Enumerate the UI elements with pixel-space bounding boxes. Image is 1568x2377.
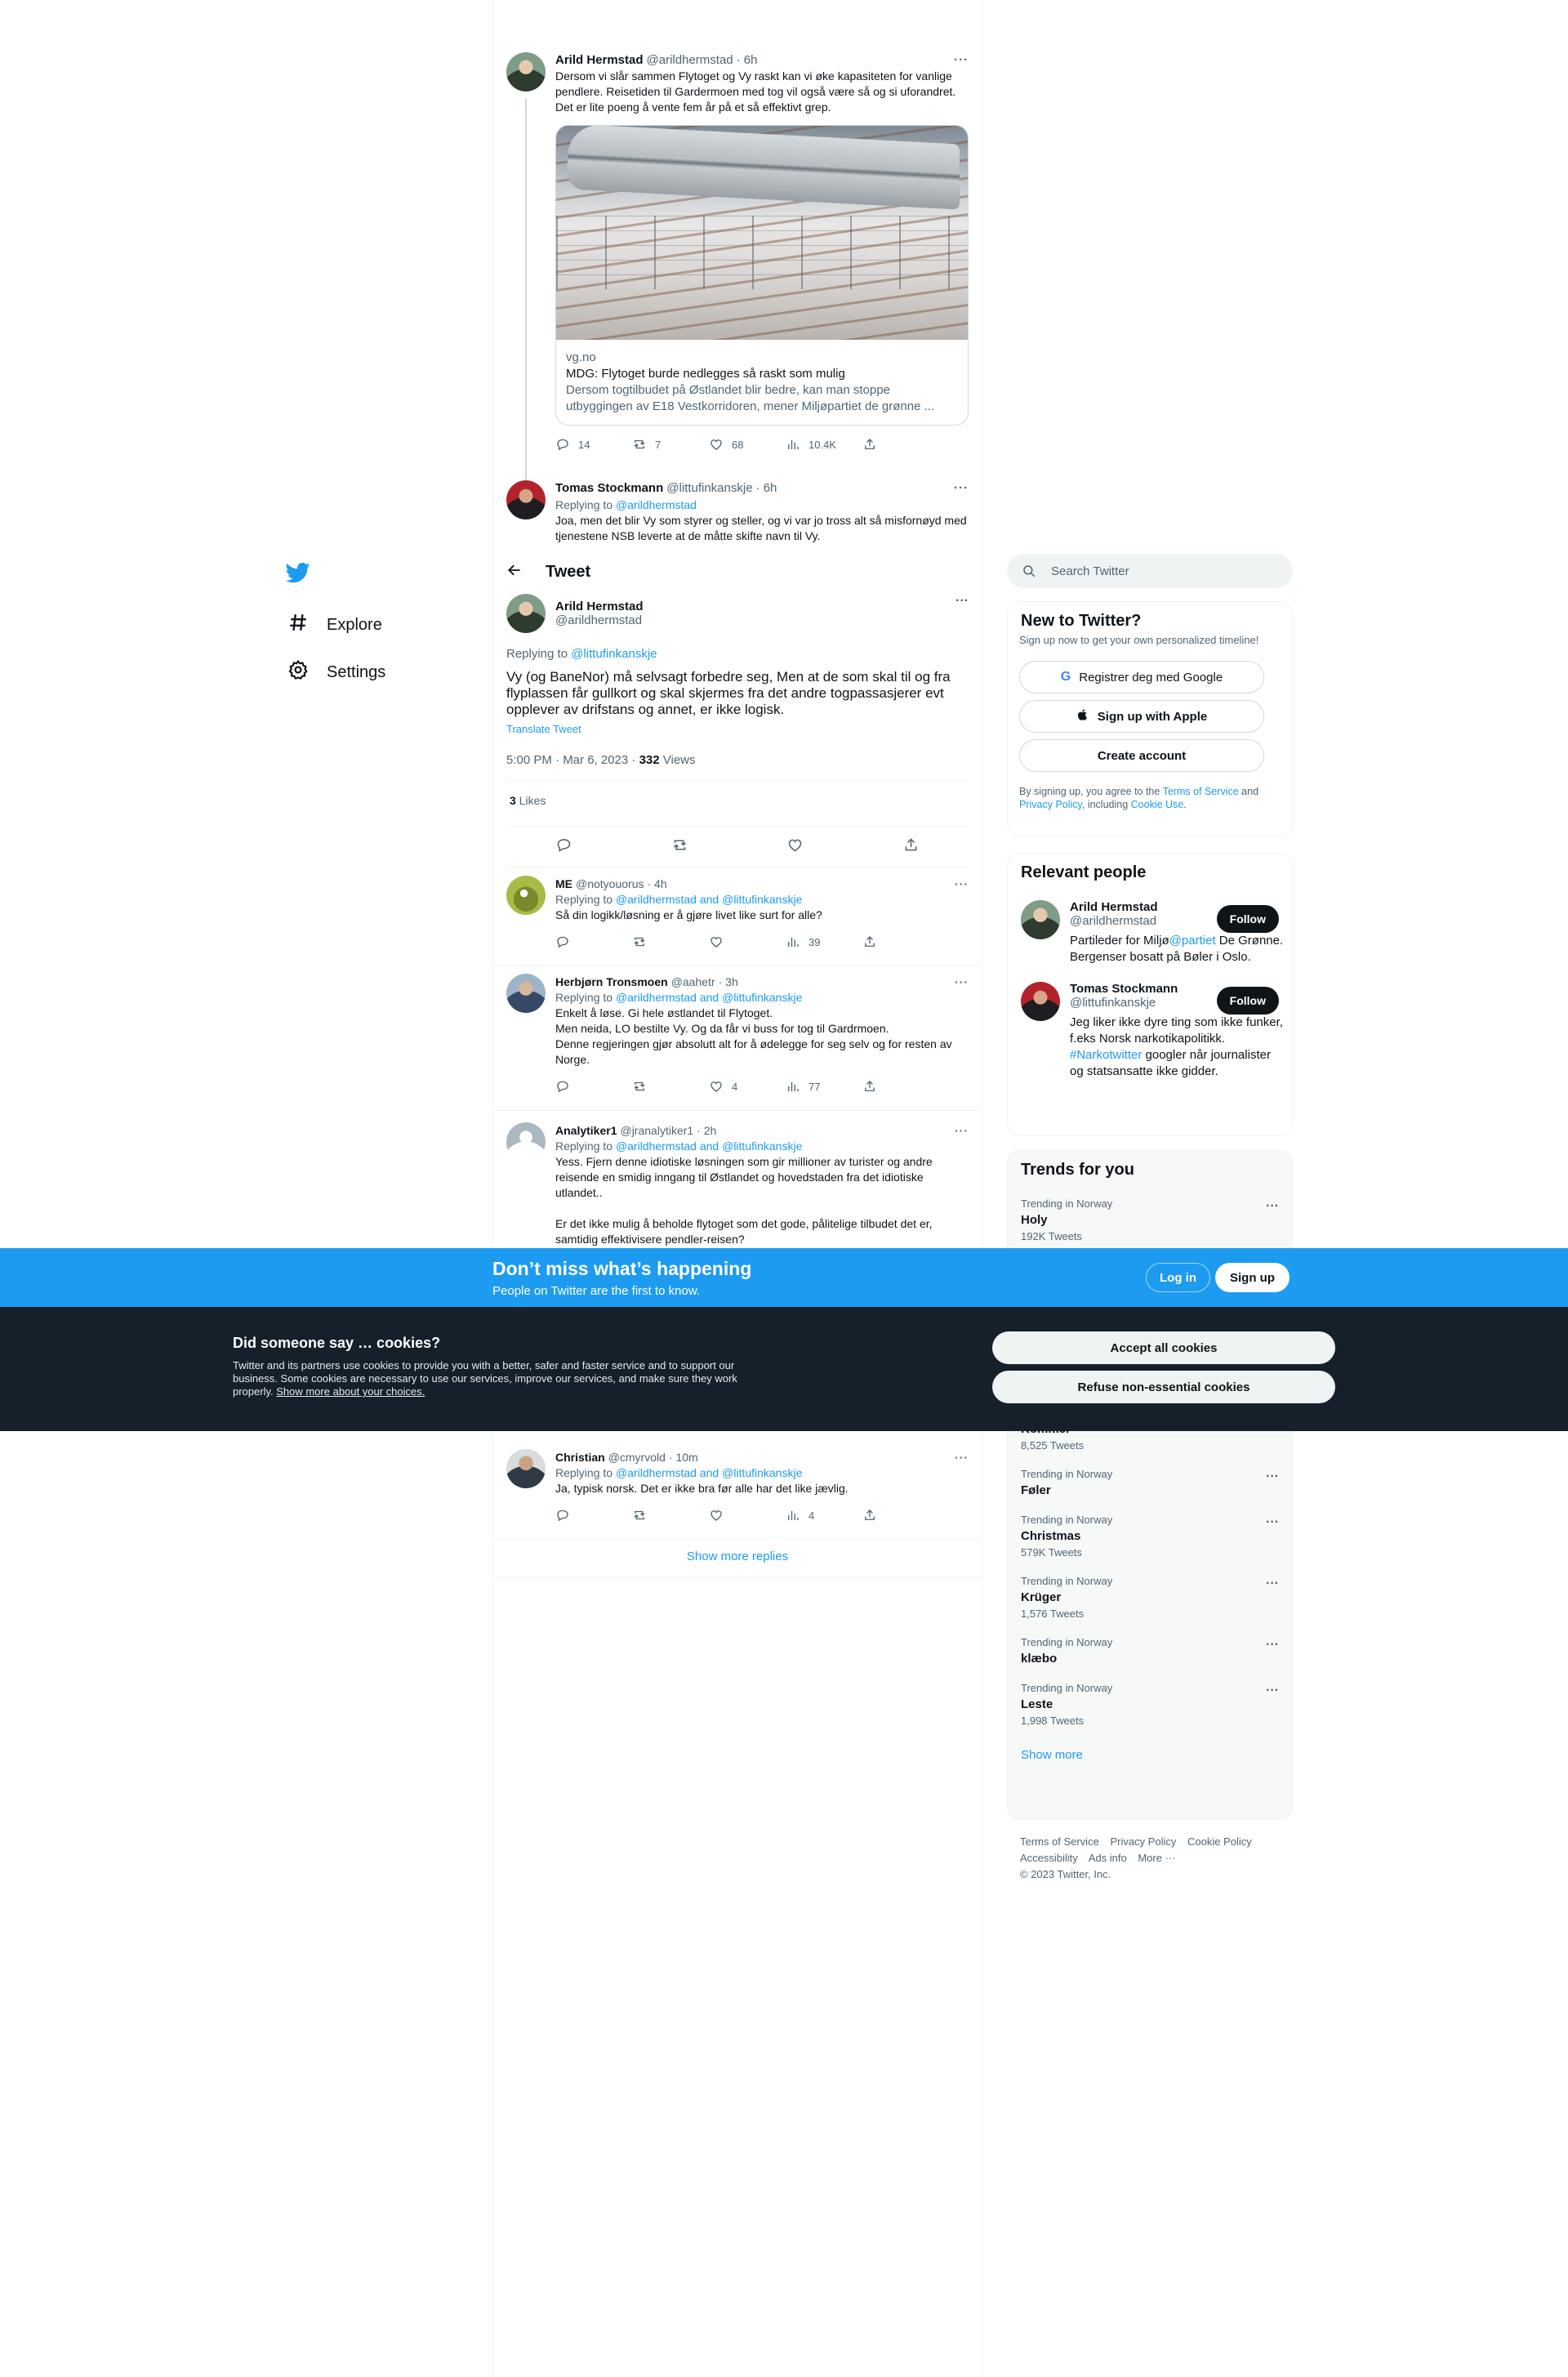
- replying-to: Replying to @arildhermstad and @littufinkanskje: [555, 1139, 803, 1153]
- reply-button[interactable]: [555, 1079, 632, 1094]
- trend-count: 192K Tweets: [1021, 1230, 1082, 1242]
- replying-to: Replying to @arildhermstad and @littufinkanskje: [555, 991, 803, 1004]
- replying-to-link[interactable]: @arildhermstad: [615, 498, 697, 511]
- trend-context: Trending in Norway: [1021, 1636, 1113, 1648]
- replying-to-link[interactable]: @arildhermstad and @littufinkanskje: [615, 991, 803, 1004]
- privacy-link[interactable]: Privacy Policy: [1019, 799, 1082, 810]
- more-options-icon[interactable]: ···: [956, 594, 969, 608]
- left-navigation: [281, 555, 485, 696]
- card-domain: vg.no: [566, 350, 596, 364]
- replying-to: Replying to @arildhermstad and @littufinkanskje: [555, 1466, 803, 1479]
- like-button[interactable]: [709, 1079, 786, 1094]
- author-name[interactable]: Arild Hermstad: [555, 600, 644, 613]
- author-name[interactable]: Arild Hermstad: [555, 53, 644, 67]
- avatar[interactable]: [506, 974, 546, 1013]
- author-handle[interactable]: @aahetr: [670, 975, 715, 988]
- author-name[interactable]: Tomas Stockmann: [555, 481, 664, 495]
- heart-icon: [709, 1079, 724, 1094]
- share-icon[interactable]: [902, 836, 920, 858]
- cookie-text: Twitter and its partners use cookies to provide you with a better, safer and faster service and to support our business. Some cookies are necessary to use our services, improve our services, and make sure they work properly. Show more about your choices.: [233, 1359, 737, 1398]
- view-count: 4: [808, 1509, 815, 1522]
- bio-hashtag-link[interactable]: #Narkotwitter: [1070, 1048, 1143, 1062]
- trend-context: Trending in Norway: [1021, 1514, 1113, 1526]
- trend-item[interactable]: [1008, 1189, 1292, 1251]
- replying-to-link[interactable]: @arildhermstad and @littufinkanskje: [615, 1466, 803, 1479]
- reply-button[interactable]: [555, 934, 632, 949]
- translate-tweet-link[interactable]: Translate Tweet: [506, 723, 581, 735]
- share-button[interactable]: [862, 437, 939, 452]
- more-options-icon[interactable]: ···: [1266, 1515, 1279, 1529]
- replying-to-link[interactable]: @littufinkanskje: [571, 647, 657, 661]
- nav-settings-label: Settings: [327, 662, 386, 681]
- card-title: MDG: Flytoget burde nedlegges så raskt som mulig: [566, 367, 845, 381]
- signup-legal-text: By signing up, you agree to the Terms of Service and Privacy Policy, including Cookie Use.: [1019, 786, 1259, 810]
- nav-explore-label: Explore: [327, 615, 382, 634]
- author-handle[interactable]: @arildhermstad: [555, 613, 643, 627]
- footer-link[interactable]: Privacy Policy: [1110, 1835, 1177, 1848]
- author-name[interactable]: ME: [555, 877, 572, 890]
- retweet-count: 7: [655, 438, 662, 451]
- signup-button[interactable]: Sign up: [1215, 1263, 1290, 1292]
- more-options-icon[interactable]: ···: [1266, 1684, 1279, 1697]
- person-bio: Partileder for Miljø@partiet De Grønne. Bergenser bosatt på Bøler i Oslo.: [1070, 934, 1284, 964]
- reply-tweet[interactable]: [493, 866, 982, 966]
- more-options-icon[interactable]: ···: [955, 1124, 969, 1137]
- heart-icon: [709, 1508, 724, 1523]
- twitter-logo-icon[interactable]: [281, 555, 315, 590]
- more-options-icon[interactable]: ···: [1266, 1199, 1279, 1213]
- tweet-actions: [555, 430, 969, 458]
- reply-tweet[interactable]: [493, 964, 982, 1111]
- replying-to: Replying to @arildhermstad and @littufinkanskje: [555, 893, 803, 906]
- retweet-icon[interactable]: [671, 836, 688, 858]
- analytics-icon: [786, 437, 800, 452]
- follow-button[interactable]: Follow: [1217, 905, 1279, 933]
- trend-name: Føler: [1021, 1483, 1051, 1497]
- replying-to: Replying to @littufinkanskje: [506, 647, 657, 661]
- apple-signup-button[interactable]: Sign up with Apple: [1019, 700, 1264, 733]
- trend-count: 1,998 Tweets: [1021, 1715, 1085, 1727]
- cookie-use-link[interactable]: Cookie Use: [1130, 799, 1184, 810]
- retweet-icon: [632, 1508, 647, 1523]
- person-name[interactable]: Arild Hermstad: [1070, 900, 1158, 914]
- trend-context: Trending in Norway: [1021, 1197, 1113, 1210]
- more-options-icon[interactable]: ···: [955, 877, 969, 890]
- more-options-icon[interactable]: ···: [955, 975, 969, 988]
- reply-icon: [555, 934, 570, 949]
- cookie-banner: [0, 1307, 1568, 1431]
- author-handle[interactable]: @cmyrvold: [608, 1451, 666, 1464]
- views-button[interactable]: [786, 1079, 862, 1094]
- trend-item[interactable]: [1008, 1674, 1292, 1735]
- show-more-trends-link[interactable]: Show more: [1021, 1748, 1083, 1762]
- login-button[interactable]: Log in: [1146, 1263, 1210, 1292]
- tweet-time[interactable]: · 6h: [736, 53, 758, 67]
- retweet-button[interactable]: [632, 437, 709, 452]
- gear-icon: [287, 659, 309, 685]
- retweet-icon: [632, 934, 647, 949]
- share-icon: [862, 934, 877, 949]
- train-image: [568, 125, 960, 210]
- footer-link[interactable]: Cookie Policy: [1187, 1835, 1252, 1848]
- retweet-icon: [632, 1079, 647, 1094]
- panel-subtitle: Sign up now to get your own personalized timeline!: [1019, 634, 1259, 646]
- analytics-icon: [786, 1508, 800, 1523]
- cookie-title: Did someone say … cookies?: [233, 1335, 441, 1351]
- signup-banner: [0, 1248, 1568, 1307]
- avatar[interactable]: [506, 876, 546, 915]
- tweet-actions: [555, 1073, 969, 1100]
- share-icon: [862, 437, 877, 452]
- footer-links: [1020, 1834, 1281, 1883]
- share-icon: [862, 1508, 877, 1523]
- trend-name: Holy: [1021, 1213, 1048, 1227]
- trend-item[interactable]: [1008, 1460, 1292, 1505]
- tweet-actions: [555, 1501, 969, 1529]
- replying-to-link[interactable]: @arildhermstad and @littufinkanskje: [615, 1139, 803, 1153]
- trend-count: 8,525 Tweets: [1021, 1439, 1085, 1452]
- link-card[interactable]: [555, 125, 969, 426]
- tweet-time[interactable]: · 4h: [647, 877, 667, 890]
- google-icon: G: [1060, 670, 1071, 684]
- author-handle[interactable]: @notyouorus: [576, 877, 644, 890]
- tweet-text: Vy (og BaneNor) må selvsagt forbedre seg, Men at de som skal til og fra flyplassen får gullkort og skal skjermes fra det andre togpassasjerer evt opplever av drifstans og annet, er ikke logisk.: [506, 669, 951, 717]
- tweet-time[interactable]: · 10m: [668, 1451, 698, 1464]
- bio-mention-link[interactable]: @partiet: [1169, 934, 1216, 948]
- view-count: 39: [808, 935, 821, 948]
- back-arrow-icon[interactable]: [506, 562, 523, 582]
- new-to-twitter-panel: [1007, 601, 1293, 836]
- nav-settings[interactable]: [281, 649, 485, 696]
- retweet-button[interactable]: [632, 934, 709, 949]
- trend-context: Trending in Norway: [1021, 1575, 1113, 1587]
- analytics-icon: [786, 1079, 800, 1094]
- footer-link[interactable]: Terms of Service: [1020, 1835, 1099, 1848]
- likes-summary[interactable]: 3 Likes: [506, 781, 969, 827]
- link-card-image: [556, 126, 968, 340]
- replying-to: Replying to @arildhermstad: [555, 498, 697, 511]
- avatar[interactable]: [506, 594, 546, 633]
- avatar[interactable]: [506, 1122, 546, 1162]
- author-handle[interactable]: @jranalytiker1: [620, 1124, 694, 1137]
- tweet-timestamp: 5:00 PM · Mar 6, 2023 · 332 Views: [506, 753, 969, 781]
- share-button[interactable]: [862, 1508, 939, 1523]
- banner-title: Don’t miss what’s happening: [492, 1258, 752, 1279]
- avatar[interactable]: [1021, 982, 1060, 1021]
- copyright: © 2023 Twitter, Inc.: [1020, 1868, 1111, 1880]
- fence-image: [556, 216, 968, 289]
- accept-cookies-button[interactable]: Accept all cookies: [992, 1331, 1335, 1364]
- person-handle[interactable]: @arildhermstad: [1070, 914, 1157, 928]
- create-account-button[interactable]: Create account: [1019, 739, 1264, 772]
- focused-tweet: [493, 594, 982, 867]
- analytics-icon: [786, 934, 800, 949]
- tweet-page-header: [493, 551, 982, 594]
- reply-icon: [555, 1508, 570, 1523]
- avatar[interactable]: [506, 52, 546, 91]
- banner-subtitle: People on Twitter are the first to know.: [492, 1284, 701, 1298]
- more-options-icon[interactable]: ···: [1266, 1638, 1279, 1652]
- reply-icon: [555, 437, 570, 452]
- more-options-icon[interactable]: ···: [955, 1451, 969, 1464]
- more-options-icon[interactable]: ···: [1266, 1576, 1279, 1590]
- more-options-icon[interactable]: ···: [954, 481, 969, 495]
- tweet-time[interactable]: · 3h: [718, 975, 738, 988]
- trend-name: Christmas: [1021, 1529, 1081, 1543]
- reply-icon[interactable]: [555, 836, 572, 858]
- person-card[interactable]: [1008, 974, 1292, 1088]
- page-title: Tweet: [546, 563, 591, 581]
- tweet-time[interactable]: · 6h: [755, 481, 777, 495]
- card-description: Dersom togtilbudet på Østlandet blir bedre, kan man stoppe utbyggingen av E18 Vestkorridoren, mener Miljøpartiet de grønne ...: [566, 383, 935, 413]
- reply-button[interactable]: [555, 437, 632, 452]
- view-count: 332: [639, 753, 660, 767]
- view-count: 77: [808, 1080, 821, 1093]
- reply-tweet[interactable]: [493, 1439, 982, 1540]
- trend-context: Trending in Norway: [1021, 1682, 1113, 1694]
- trend-name: klæbo: [1021, 1652, 1058, 1666]
- tweet-time[interactable]: · 2h: [697, 1124, 717, 1137]
- share-button[interactable]: [862, 934, 939, 949]
- trend-count: 1,576 Tweets: [1021, 1608, 1085, 1620]
- footer-link[interactable]: More ···: [1138, 1852, 1176, 1864]
- trend-name: Krüger: [1021, 1590, 1062, 1604]
- tweet-text: Joa, men det blir Vy som styrer og steller, og vi var jo tross alt så misfornøyd med tjenestene NSB leverte at de måtte skifte navn til Vy.: [555, 514, 967, 542]
- reply-button[interactable]: [555, 1508, 632, 1523]
- reply-tweet[interactable]: [493, 1113, 982, 1248]
- tweet-actions: [555, 928, 969, 956]
- trend-count: 579K Tweets: [1021, 1546, 1082, 1559]
- main-column: [492, 0, 982, 2377]
- tweet-text: Enkelt å løse. Gi hele østlandet til Flytoget. Men neida, LO bestilte Vy. Og da får vi buss for tog til Gardrmoen. Denne regjeringen gjør absolutt alt for å ødelegge for seg selv og for resten av Norge.: [555, 1006, 952, 1066]
- trend-item[interactable]: [1008, 1505, 1292, 1567]
- tweet-text: Dersom vi slår sammen Flytoget og Vy raskt kan vi øke kapasiteten for vanlige pendlere. Reisetiden til Gardermoen med tog vil også være så og si uforandret. Det er lite poeng å vente fem år på et så effektivt grep.: [555, 69, 956, 114]
- person-bio: Jeg liker ikke dyre ting som ikke funker, f.eks Norsk narkotikapolitikk. #Narkotwitter googler når journalister og statsansatte ikke gidder.: [1070, 1015, 1283, 1078]
- apple-icon: [1076, 708, 1089, 725]
- trend-name: Leste: [1021, 1697, 1054, 1711]
- like-button[interactable]: [709, 437, 786, 452]
- likes-count: 3: [510, 794, 516, 807]
- like-count: 68: [732, 438, 744, 451]
- tweet-text: Yess. Fjern denne idiotiske løsningen som gir millioner av turister og andre reisende en smidig inngang til Østlandet og hovedstaden fra det idiotiske utlandet.. Er det ikke mulig å beholde flytoget som det gode, pålitelige tilbudet det er, samtidig effektivisere pendler-reisen?: [555, 1155, 933, 1246]
- google-signup-button[interactable]: G Registrer deg med Google: [1019, 661, 1264, 693]
- heart-icon: [709, 437, 724, 452]
- trend-item[interactable]: [1008, 1567, 1292, 1628]
- thread-tweet[interactable]: [493, 52, 982, 458]
- reply-count: 14: [578, 438, 590, 451]
- avatar[interactable]: [506, 480, 546, 520]
- view-count: 10.4K: [808, 438, 836, 451]
- share-button[interactable]: [862, 1079, 939, 1094]
- panel-title: Trends for you: [1021, 1161, 1134, 1179]
- author-name[interactable]: Analytiker1: [555, 1124, 617, 1137]
- follow-button[interactable]: Follow: [1217, 987, 1279, 1015]
- footer-link[interactable]: Accessibility: [1020, 1852, 1078, 1864]
- panel-title: Relevant people: [1021, 863, 1147, 881]
- replying-to-link[interactable]: @arildhermstad and @littufinkanskje: [615, 893, 803, 906]
- trend-item[interactable]: [1008, 1628, 1292, 1674]
- like-button[interactable]: [709, 1508, 786, 1523]
- views-button[interactable]: [786, 934, 862, 949]
- cookie-choices-link[interactable]: Show more about your choices.: [276, 1385, 425, 1398]
- more-options-icon[interactable]: ···: [1266, 1469, 1279, 1483]
- like-button[interactable]: [709, 934, 786, 949]
- heart-icon: [709, 934, 724, 949]
- search-input[interactable]: Search Twitter: [1051, 564, 1129, 578]
- relevant-people-panel: [1007, 853, 1293, 1135]
- hashtag-icon: [287, 612, 309, 638]
- share-icon: [862, 1079, 877, 1094]
- author-handle[interactable]: @littufinkanskje: [666, 481, 753, 495]
- trend-context: Trending in Norway: [1021, 1468, 1113, 1480]
- heart-icon[interactable]: [786, 836, 804, 858]
- more-options-icon[interactable]: ···: [954, 53, 969, 67]
- footer-link[interactable]: Ads info: [1088, 1852, 1127, 1864]
- like-count: 4: [732, 1080, 738, 1093]
- retweet-button[interactable]: [632, 1508, 709, 1523]
- avatar[interactable]: [1021, 900, 1060, 939]
- tweet-text: Så din logikk/løsning er å gjøre livet like surt for alle?: [555, 908, 822, 921]
- retweet-icon: [632, 437, 647, 452]
- author-name[interactable]: Christian: [555, 1451, 605, 1464]
- avatar[interactable]: [506, 1449, 546, 1488]
- person-name[interactable]: Tomas Stockmann: [1070, 982, 1178, 996]
- refuse-cookies-button[interactable]: Refuse non-essential cookies: [992, 1371, 1335, 1403]
- tweet-text: Ja, typisk norsk. Det er ikke bra før alle har det like jævlig.: [555, 1482, 849, 1495]
- person-handle[interactable]: @littufinkanskje: [1070, 996, 1156, 1010]
- views-button[interactable]: [786, 437, 862, 452]
- terms-link[interactable]: Terms of Service: [1162, 786, 1239, 797]
- retweet-button[interactable]: [632, 1079, 709, 1094]
- author-handle[interactable]: @arildhermstad: [646, 53, 733, 67]
- views-button[interactable]: [786, 1508, 862, 1523]
- reply-icon: [555, 1079, 570, 1094]
- show-more-replies-button[interactable]: Show more replies: [493, 1536, 982, 1578]
- focused-tweet-actions: [506, 827, 969, 867]
- author-name[interactable]: Herbjørn Tronsmoen: [555, 975, 668, 988]
- thread-tweet[interactable]: [493, 480, 982, 544]
- search-icon: [1022, 564, 1036, 578]
- nav-explore[interactable]: [281, 601, 485, 649]
- search-box[interactable]: [1007, 554, 1293, 588]
- panel-title: New to Twitter?: [1021, 612, 1142, 630]
- person-card[interactable]: [1008, 892, 1292, 974]
